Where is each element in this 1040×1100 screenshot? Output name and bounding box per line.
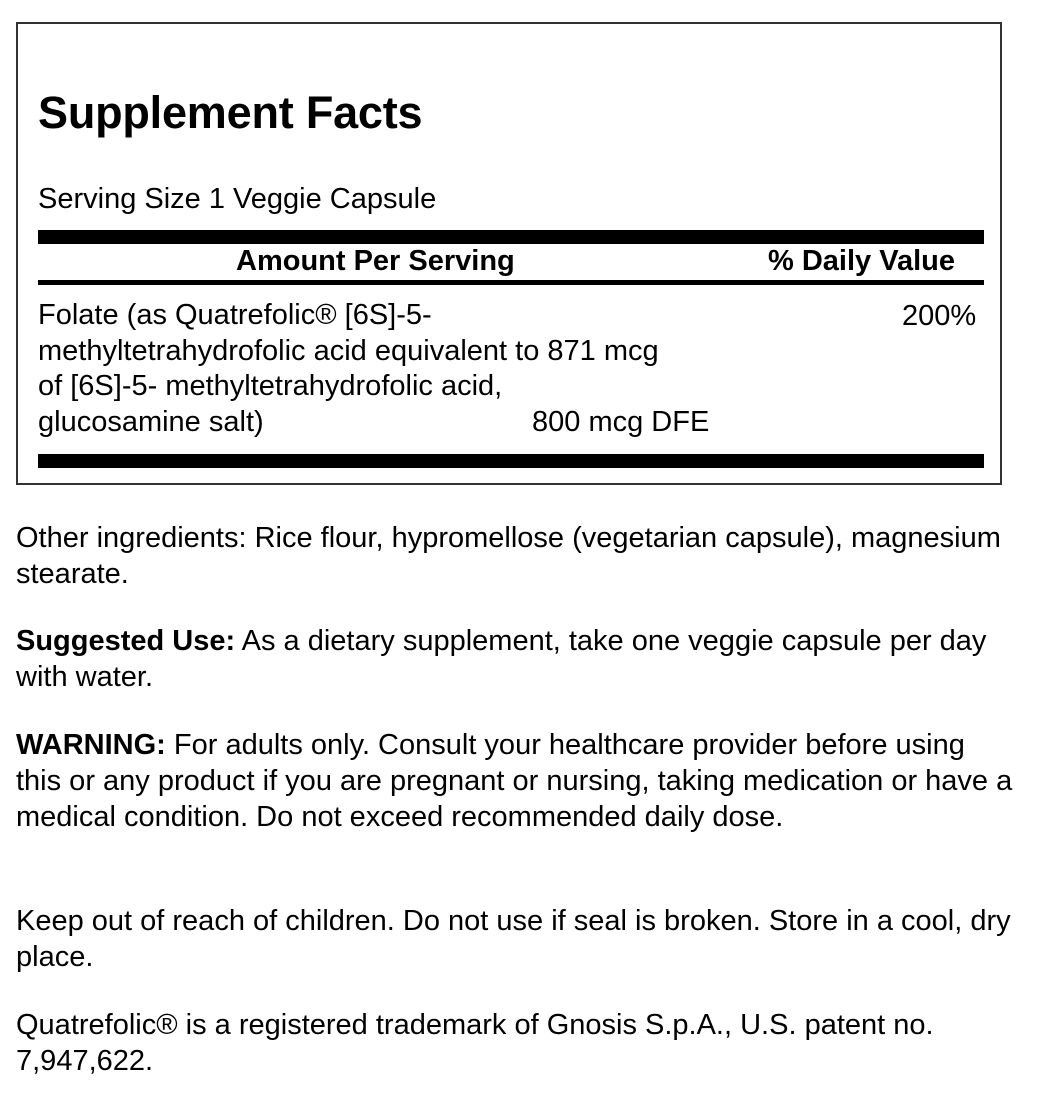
ingredient-amount: 800 mcg DFE <box>532 406 710 438</box>
suggested-use-text: As a dietary supplement, take one veggie capsule per day with water. <box>16 625 987 693</box>
header-daily-value: % Daily Value <box>768 245 955 277</box>
storage-instructions: Keep out of reach of children. Do not use if seal is broken. Store in a cool, dry place. <box>16 905 1011 973</box>
thin-divider <box>38 280 984 285</box>
suggested-use <box>16 623 1016 695</box>
thick-divider-top <box>38 230 984 244</box>
supplement-facts-panel <box>16 22 1002 485</box>
header-amount-per-serving: Amount Per Serving <box>236 245 515 277</box>
suggested-use-label: Suggested Use: <box>16 625 236 657</box>
serving-size: Serving Size 1 Veggie Capsule <box>38 183 437 215</box>
warning-text: For adults only. Consult your healthcare provider before using this or any product if you are pregnant or nursing, taking medication or have a medical condition. Do not exceed recommended daily dose. <box>16 729 1013 833</box>
other-ingredients: Other ingredients: Rice flour, hypromellose (vegetarian capsule), magnesium stearate. <box>16 522 1001 590</box>
trademark-notice: Quatrefolic® is a registered trademark of Gnosis S.p.A., U.S. patent no. 7,947,622. <box>16 1009 934 1077</box>
ingredient-daily-value: 200% <box>902 300 977 332</box>
facts-title: Supplement Facts <box>38 87 423 138</box>
warning <box>16 727 1016 835</box>
thick-divider-bottom <box>38 454 984 468</box>
warning-label: WARNING: <box>16 729 166 761</box>
ingredient-name: Folate (as Quatrefolic® [6S]-5- methyltetrahydrofolic acid equivalent to 871 mcg of [6S]-5- methyltetrahydrofolic acid, glucosamine salt) <box>38 299 659 438</box>
